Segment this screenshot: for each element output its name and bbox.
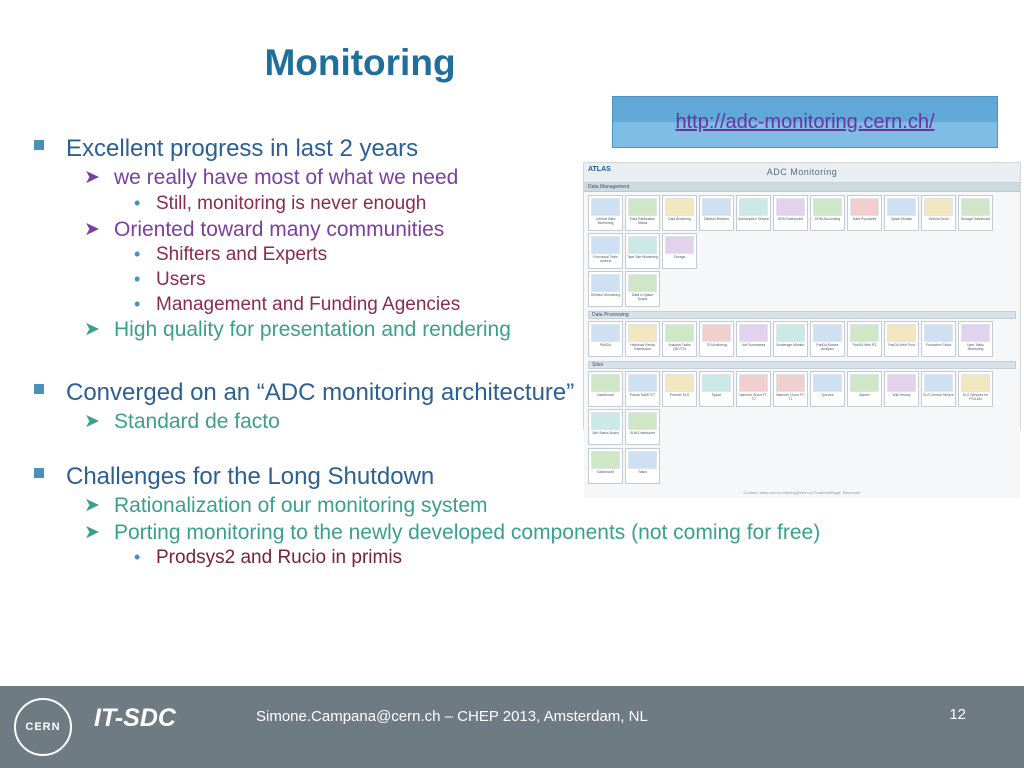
tile — [921, 371, 956, 407]
tile-thumb — [591, 236, 620, 254]
bullet-text: Porting monitoring to the newly developed components (not coming for free) — [114, 520, 821, 544]
tile-thumb — [739, 374, 768, 392]
bullet-dot-marker: • — [134, 244, 141, 265]
monitoring-url-box[interactable] — [612, 96, 998, 148]
section-band-label: Sites — [592, 362, 604, 368]
tile-caption: Storage — [673, 255, 686, 259]
bullet-arrow-marker: ➤ — [84, 410, 100, 433]
cern-logo-label: CERN — [25, 721, 61, 733]
tile-caption: PanDA Web Prod — [888, 343, 915, 347]
section-band-label: Data Processing — [592, 312, 629, 318]
screenshot-header — [584, 163, 1020, 183]
tile-thumb — [591, 274, 620, 292]
bullet-text: Oriented toward many communities — [114, 217, 445, 241]
tile — [773, 371, 808, 407]
tile-caption: Premier SLS — [669, 393, 690, 397]
tile-thumb — [591, 198, 620, 216]
bullet-level1 — [26, 378, 586, 407]
tile — [625, 233, 660, 269]
tile-caption: Victoria Tools — [928, 217, 949, 221]
tile-caption: Storage Dashboard — [960, 217, 991, 221]
bullet-square-marker — [34, 468, 44, 478]
tile-thumb — [628, 412, 657, 430]
tile-caption: Dashboard — [597, 470, 614, 474]
adc-monitoring-screenshot — [583, 162, 1021, 495]
tile-caption: T0 Monitoring — [706, 343, 727, 347]
tile-thumb — [961, 374, 990, 392]
tile-caption: Alarms — [859, 393, 870, 397]
tile — [662, 321, 697, 357]
bullet-level1 — [26, 462, 586, 491]
tile-caption: Subscription Service — [738, 217, 769, 221]
bullet-level2 — [26, 317, 586, 343]
tile-caption: PanDA Web R2 — [852, 343, 877, 347]
tile-thumb — [591, 412, 620, 430]
tile — [625, 195, 660, 231]
bullet-dot-marker: • — [134, 547, 141, 568]
tile — [773, 195, 808, 231]
tile-caption: Data Brokering — [668, 217, 691, 221]
tile — [588, 371, 623, 407]
tile — [773, 321, 808, 357]
bullet-arrow-marker: ➤ — [84, 520, 100, 543]
tile-thumb — [961, 324, 990, 342]
tile-caption: Tape Site Monitoring — [627, 255, 658, 259]
tile — [810, 195, 845, 231]
footer-page-number: 12 — [949, 706, 966, 723]
tile-grid-row-2 — [588, 321, 1016, 357]
bullet-arrow-marker: ➤ — [84, 217, 100, 240]
bullet-level3 — [26, 268, 586, 292]
screenshot-footer-note: Contact: atlas-adc-monitoring@cern.ch Featured/Bugs: Savannah — [743, 490, 861, 495]
tile-caption: Data in Space Scope — [631, 293, 654, 302]
tile — [588, 409, 623, 445]
tile — [847, 371, 882, 407]
tile-thumb — [813, 198, 842, 216]
bullet-text: Prodsys2 and Rucio in primis — [156, 547, 403, 569]
tile-caption: Dashboard — [597, 393, 614, 397]
tile — [810, 371, 845, 407]
tile-caption: Panda SAM/T2T — [629, 393, 656, 397]
bullet-square-marker — [34, 140, 44, 150]
bullet-text: Rationalization of our monitoring system — [114, 494, 488, 518]
tile — [736, 321, 771, 357]
tile — [921, 321, 956, 357]
bullet-text: Excellent progress in last 2 years — [66, 135, 419, 162]
page-title: Monitoring — [264, 42, 456, 83]
tile-caption: Site Status Board — [592, 431, 619, 435]
bullet-level3 — [26, 546, 586, 570]
tile-thumb — [924, 374, 953, 392]
bullet-dot-marker: • — [134, 192, 141, 213]
tile-thumb — [702, 324, 731, 342]
tile-thumb — [665, 324, 694, 342]
tile — [699, 195, 734, 231]
tile-thumb — [739, 198, 768, 216]
tile-caption: SLS Central Service — [923, 393, 954, 397]
tile — [625, 409, 660, 445]
tile-grid-row-4 — [588, 448, 1016, 484]
bullet-level2 — [26, 165, 586, 191]
tile-thumb — [850, 374, 879, 392]
bullet-text: Still, monitoring is never enough — [156, 192, 427, 214]
tile — [958, 321, 993, 357]
tile — [625, 271, 660, 307]
tile-thumb — [628, 274, 657, 292]
tile-caption: Historical Panda Dashboard — [630, 343, 655, 352]
tile-thumb — [628, 374, 657, 392]
tile-caption: Hammer Cloud FT-T1 — [776, 393, 805, 402]
tile-thumb — [776, 198, 805, 216]
screenshot-grid-area — [584, 192, 1020, 498]
atlas-logo: ATLAS — [588, 166, 611, 173]
tile — [847, 195, 882, 231]
tile — [810, 321, 845, 357]
tile-caption: Job Summaries — [741, 343, 766, 347]
tile — [921, 195, 956, 231]
tile-caption: Analysis Tasks (MC/T0) — [668, 343, 691, 352]
bullet-level1 — [26, 134, 586, 163]
tile-thumb — [702, 374, 731, 392]
bullet-text: Users — [156, 268, 206, 290]
tile-thumb — [665, 374, 694, 392]
tile-thumb — [591, 374, 620, 392]
tile-thumb — [961, 198, 990, 216]
bullet-square-marker — [34, 384, 44, 394]
spacer — [26, 436, 586, 462]
tile — [699, 371, 734, 407]
tile-thumb — [850, 324, 879, 342]
tile-caption: Dataset Browser — [703, 217, 730, 221]
bullet-text: Converged on an “ADC monitoring architecture” — [66, 379, 575, 407]
tile-caption: Deletion Monitoring — [590, 293, 621, 297]
tile — [662, 195, 697, 231]
tile-caption: SLS Services for PC/LAN — [962, 393, 989, 402]
tile-caption: Functional Tests Actions — [593, 255, 618, 264]
tile-thumb — [665, 198, 694, 216]
tile-thumb — [776, 324, 805, 342]
footer-credit: Simone.Campana@cern.ch – CHEP 2013, Amsterdam, NL — [256, 708, 648, 725]
tile — [625, 321, 660, 357]
tile — [736, 195, 771, 231]
tile — [588, 321, 623, 357]
tile — [884, 371, 919, 407]
section-band-data-management — [584, 183, 1020, 192]
tile — [662, 233, 697, 269]
bullet-arrow-marker: ➤ — [84, 318, 100, 341]
tile-caption: User Tasks Monitoring — [967, 343, 984, 352]
section-band-label: Data Management — [588, 184, 630, 190]
tile-thumb — [628, 324, 657, 342]
bullet-dot-marker: • — [134, 268, 141, 289]
bullet-level3 — [26, 192, 586, 216]
tile-thumb — [591, 451, 620, 469]
tile — [662, 371, 697, 407]
bullet-level3 — [26, 293, 586, 317]
tile-grid-row-1 — [588, 195, 1016, 269]
tile-thumb — [628, 198, 657, 216]
tile — [884, 195, 919, 231]
bullet-level2 — [26, 217, 586, 243]
tile-thumb — [813, 324, 842, 342]
bullet-arrow-marker: ➤ — [84, 494, 100, 517]
monitoring-url-link[interactable]: http://adc-monitoring.cern.ch/ — [675, 110, 935, 133]
tile-caption: DDM Dashboard — [777, 217, 804, 221]
bullet-text: Challenges for the Long Shutdown — [66, 462, 435, 490]
tile — [699, 321, 734, 357]
section-band-data-processing — [588, 311, 1016, 319]
tile-thumb — [628, 236, 657, 254]
tile-caption: Tasks — [638, 470, 647, 474]
tile-caption: Hammer Cloud FT-T0 — [739, 393, 768, 402]
bullet-text: High quality for presentation and rendering — [114, 318, 511, 342]
tile-caption: SUM Dashboard — [629, 431, 656, 435]
tile — [588, 448, 623, 484]
tile-caption: PANDA — [599, 343, 612, 347]
bullet-dot-marker: • — [134, 293, 141, 314]
tile-caption: DDM Accounting — [814, 217, 841, 221]
cern-logo-icon — [14, 698, 72, 756]
screenshot-title: ADC Monitoring — [766, 167, 838, 177]
tile-caption: Brokerage Monitor — [776, 343, 805, 347]
tile — [847, 321, 882, 357]
bullet-text: Standard de facto — [114, 410, 280, 434]
tile-caption: Production Tasks — [925, 343, 952, 347]
bullet-text: Management and Funding Agencies — [156, 293, 461, 315]
tile-thumb — [813, 374, 842, 392]
tile-thumb — [665, 236, 694, 254]
tile — [958, 195, 993, 231]
tile-caption: Wiki History — [892, 393, 911, 397]
slide-footer — [0, 686, 1024, 768]
tile-thumb — [850, 198, 879, 216]
bullet-arrow-marker: ➤ — [84, 166, 100, 189]
tile-thumb — [887, 324, 916, 342]
tile-grid-row-1b — [588, 271, 1016, 307]
tile-thumb — [924, 198, 953, 216]
tile — [588, 233, 623, 269]
tile-thumb — [739, 324, 768, 342]
tile-caption: Data Replication Status — [630, 217, 655, 226]
tile-caption: Queues — [821, 393, 834, 397]
tile-thumb — [628, 451, 657, 469]
section-band-sites — [588, 361, 1016, 369]
tile — [736, 371, 771, 407]
tile-thumb — [776, 374, 805, 392]
footer-unit-label: IT-SDC — [94, 704, 176, 732]
tile-thumb — [591, 324, 620, 342]
tile-caption: Data Popularity — [852, 217, 877, 221]
tile — [588, 271, 623, 307]
bullet-text: we really have most of what we need — [114, 166, 459, 190]
spacer — [26, 344, 586, 378]
tile-grid-row-3 — [588, 371, 1016, 445]
bullet-level2 — [26, 409, 586, 435]
tile — [625, 371, 660, 407]
tile-thumb — [924, 324, 953, 342]
tile — [884, 321, 919, 357]
tile-caption: Space — [711, 393, 722, 397]
tile-thumb — [887, 374, 916, 392]
tile-caption: Space Monitor — [890, 217, 913, 221]
tile — [958, 371, 993, 407]
tile-caption: PanDA Movies Analysis — [816, 343, 839, 352]
tile-caption: Central Data Monitoring — [595, 217, 616, 226]
tile — [625, 448, 660, 484]
bullet-text: Shifters and Experts — [156, 244, 328, 266]
tile — [588, 195, 623, 231]
tile-thumb — [887, 198, 916, 216]
bullet-level3 — [26, 243, 586, 267]
bullet-level2 — [26, 520, 926, 546]
tile-thumb — [702, 198, 731, 216]
bullet-level2 — [26, 493, 586, 519]
